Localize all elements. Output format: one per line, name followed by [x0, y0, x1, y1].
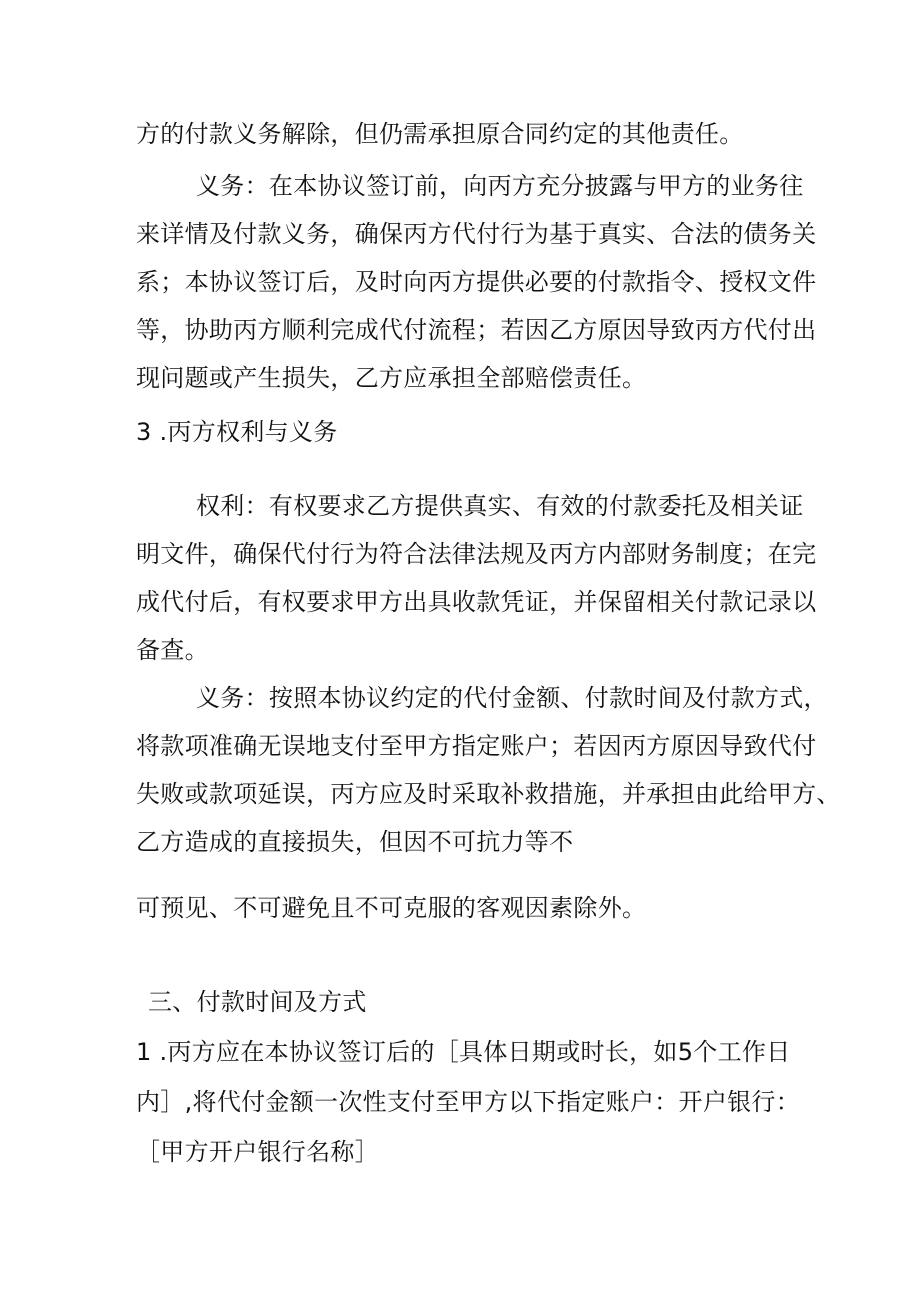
section-heading: 三、付款时间及方式: [148, 988, 367, 1016]
text-line: 明文件，确保代付行为符合法律法规及丙方内部财务制度；在完: [136, 540, 817, 568]
text-line: ［甲方开户银行名称］: [136, 1138, 379, 1166]
text-line: 乙方造成的直接损失，但因不可抗力等不: [136, 828, 574, 856]
text-line: 等，协助丙方顺利完成代付流程；若因乙方原因导致丙方代付出: [136, 316, 817, 344]
text-line: 义务：按照本协议约定的代付金额、付款时间及付款方式，: [196, 684, 828, 712]
text-line: 备查。: [136, 636, 209, 664]
text-line: 失败或款项延误，丙方应及时采取补救措施，并承担由此给甲方、: [136, 780, 841, 808]
text-line: 系；本协议签订后，及时向丙方提供必要的付款指令、授权文件: [136, 268, 817, 296]
text-line: 可预见、不可避免且不可克服的客观因素除外。: [136, 894, 647, 922]
text-line: 方的付款义务解除，但仍需承担原合同约定的其他责任。: [136, 120, 744, 148]
text-line: 义务：在本协议签订前，向丙方充分披露与甲方的业务往: [196, 172, 804, 200]
text-line: 内］,将代付金额一次性支付至甲方以下指定账户：开户银行：: [136, 1088, 801, 1116]
text-line: 权利：有权要求乙方提供真实、有效的付款委托及相关证: [196, 492, 804, 520]
text-line: 将款项准确无误地支付至甲方指定账户；若因丙方原因导致代付: [136, 732, 817, 760]
text-line: 成代付后，有权要求甲方出具收款凭证，并保留相关付款记录以: [136, 588, 817, 616]
text-line: 1 .丙方应在本协议签订后的［具体日期或时长，如5个工作日: [136, 1038, 791, 1066]
text-line: 来详情及付款义务，确保丙方代付行为基于真实、合法的债务关: [136, 220, 817, 248]
text-line: 现问题或产生损失，乙方应承担全部赔偿责任。: [136, 364, 647, 392]
section-heading: 3 .丙方权利与义务: [136, 418, 338, 446]
